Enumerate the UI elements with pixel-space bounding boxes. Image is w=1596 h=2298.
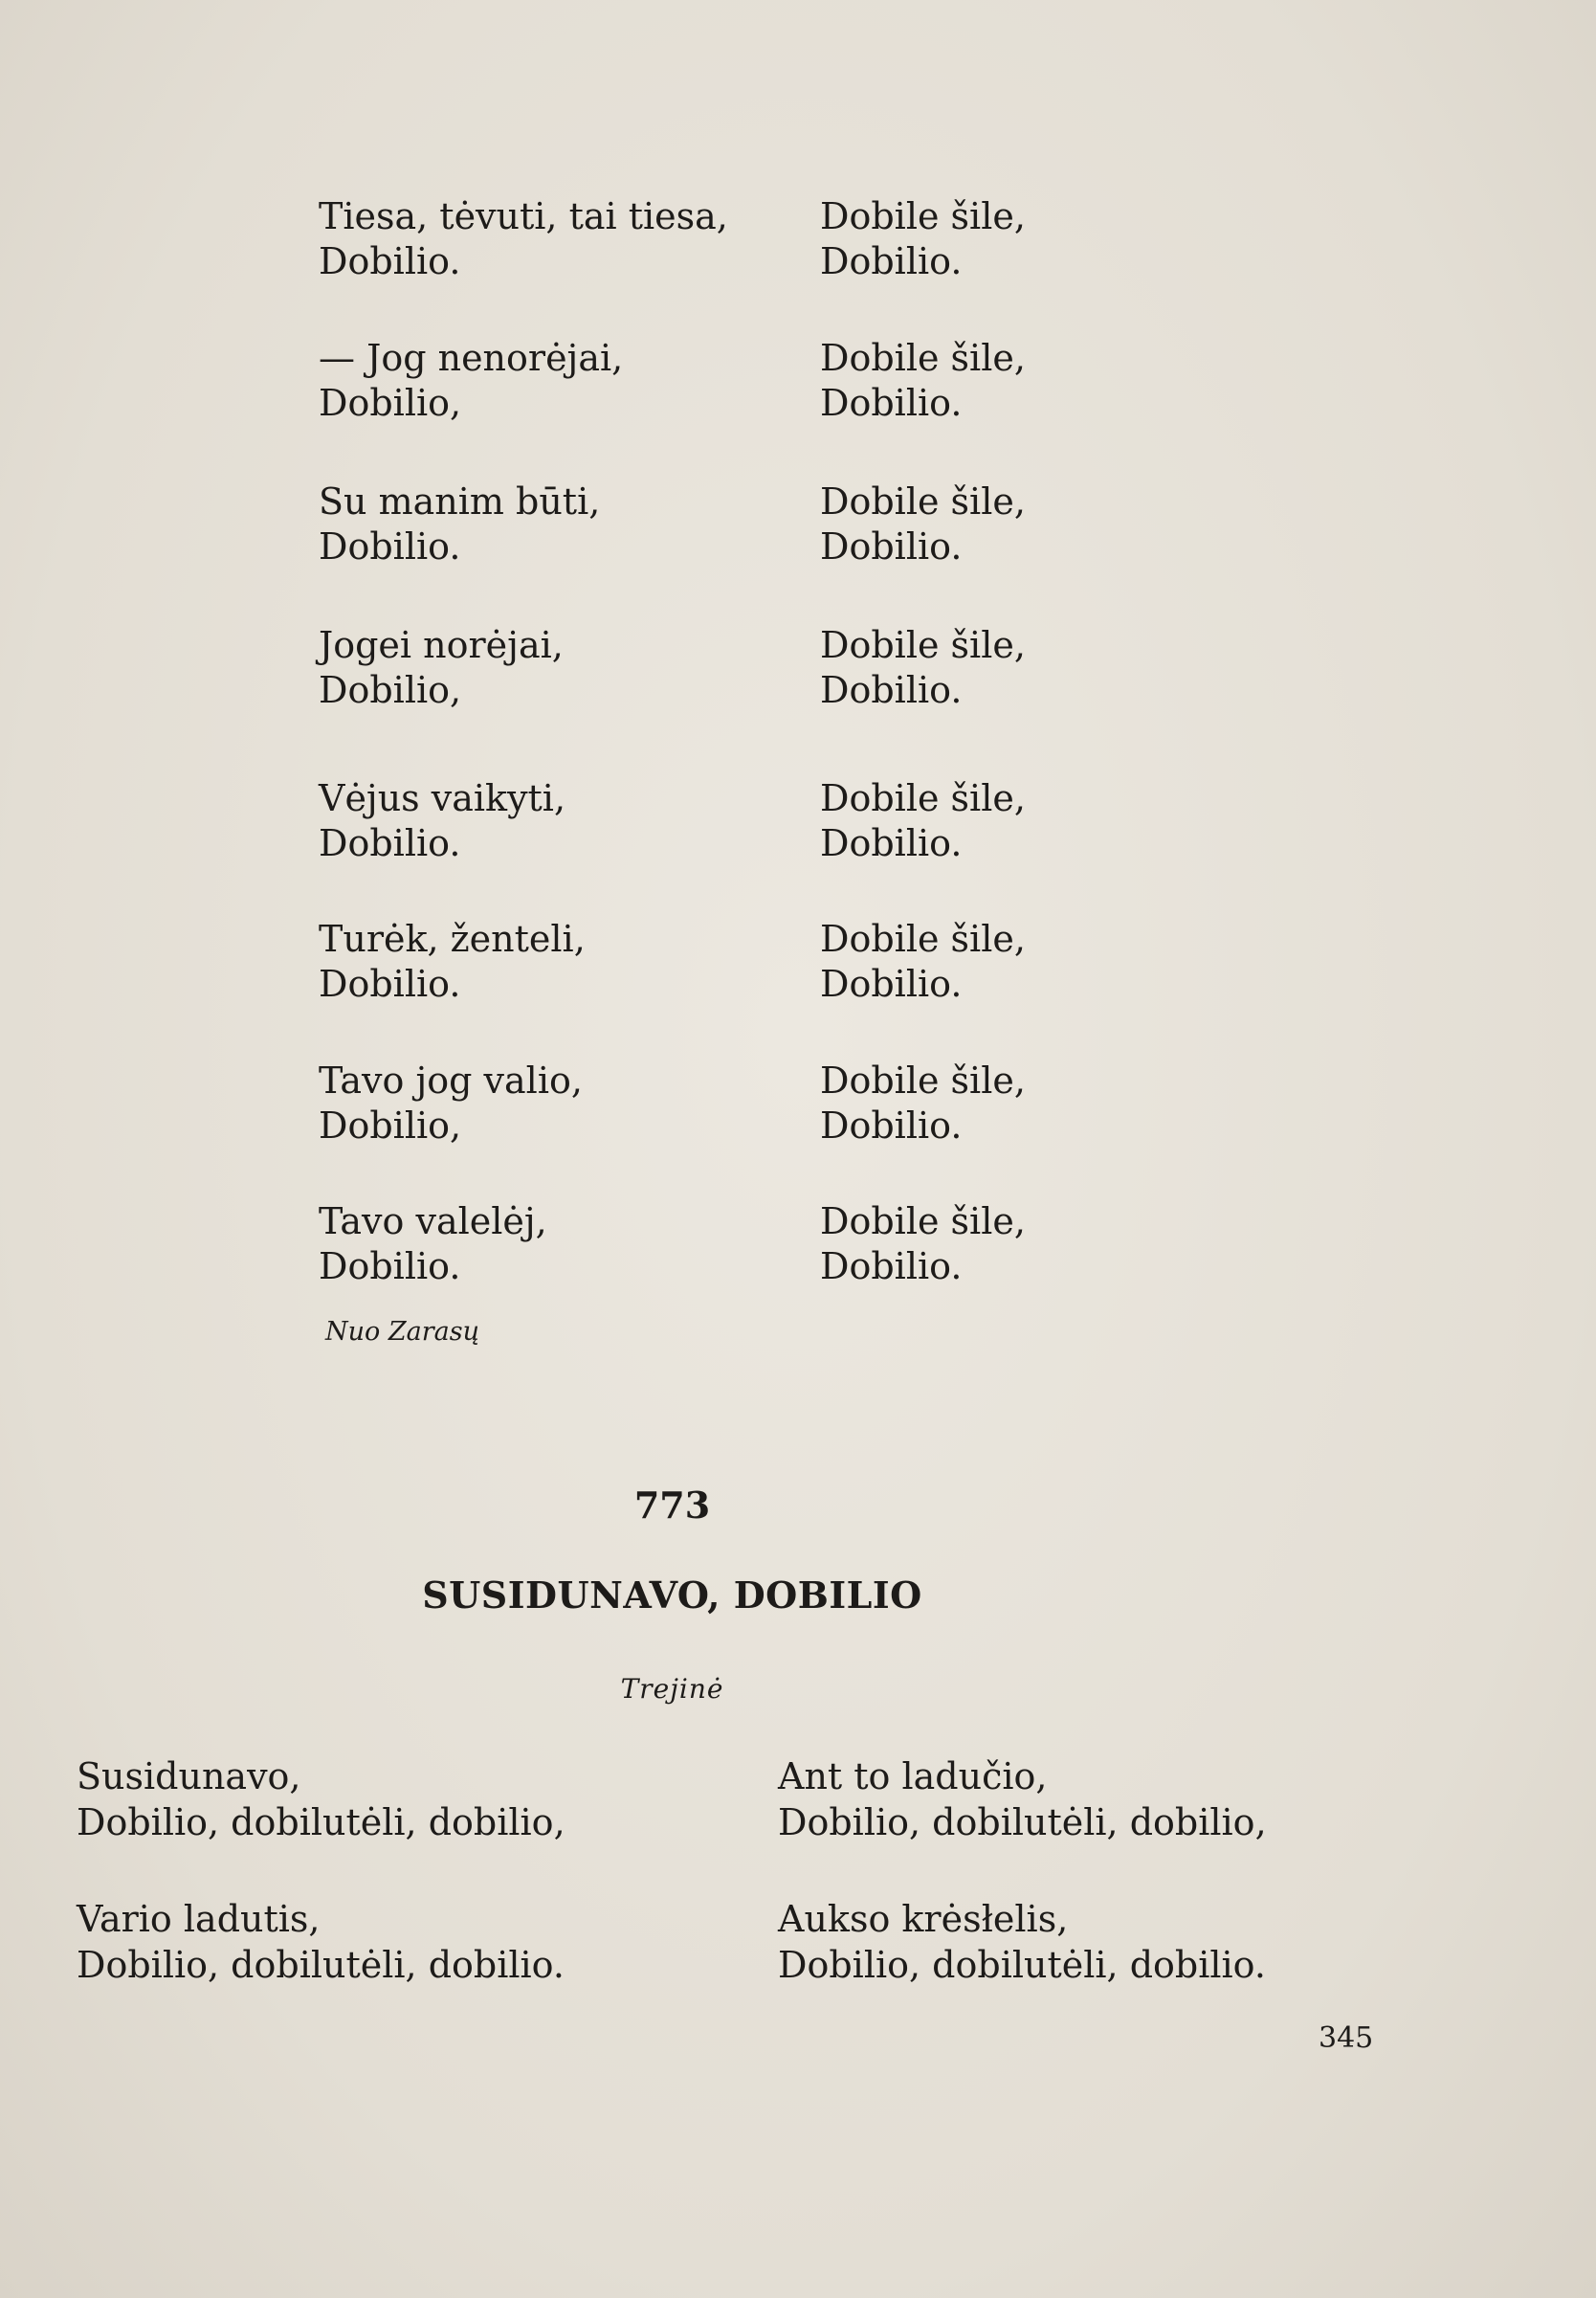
page-number: 345 <box>1319 2021 1374 2055</box>
song-stanza-right-2 <box>778 1896 1266 1988</box>
verse-line: Dobile šile, <box>820 337 1026 379</box>
refrain-line: Dobilio. <box>820 669 963 711</box>
verse-line: Dobile šile, <box>820 1060 1026 1102</box>
refrain-line: Dobilio. <box>820 382 963 424</box>
refrain-line: Dobilio, dobilutėli, dobilio, <box>778 1801 1267 1843</box>
verse-line: Dobile šile, <box>820 480 1026 523</box>
refrain-line: Dobilio, <box>319 382 462 424</box>
song-stanza-right-1 <box>778 1753 1267 1845</box>
stanza-left-6 <box>319 917 586 1007</box>
verse-line: Turėk, ženteli, <box>319 918 586 960</box>
stanza-right-2 <box>820 336 1026 426</box>
refrain-line: Dobilio, dobilutėli, dobilio. <box>77 1944 565 1986</box>
refrain-line: Dobilio. <box>319 963 461 1005</box>
verse-line: Aukso krėsłelis, <box>778 1898 1069 1940</box>
stanza-right-4 <box>820 623 1026 713</box>
verse-line: Su manim būti, <box>319 480 601 523</box>
stanza-right-1 <box>820 194 1026 284</box>
verse-line: Dobile šile, <box>820 195 1026 237</box>
verse-line: Tiesa, tėvuti, tai tiesa, <box>319 195 728 237</box>
verse-line: Dobile šile, <box>820 777 1026 819</box>
stanza-right-7 <box>820 1059 1026 1149</box>
song-subtitle: Trejinė <box>620 1673 724 1705</box>
refrain-line: Dobilio, <box>319 1104 462 1147</box>
verse-line: Vėjus vaikyti, <box>319 777 566 819</box>
refrain-line: Dobilio. <box>820 822 963 864</box>
stanza-left-3 <box>319 480 600 569</box>
refrain-line: Dobilio. <box>319 822 461 864</box>
refrain-line: Dobilio. <box>319 1245 461 1287</box>
stanza-right-8 <box>820 1199 1026 1289</box>
refrain-line: Dobilio. <box>820 1245 963 1287</box>
verse-line: Tavo valelėj, <box>319 1200 547 1242</box>
refrain-line: Dobilio. <box>820 525 963 568</box>
stanza-right-5 <box>820 776 1026 866</box>
verse-line: Ant to ladučio, <box>778 1755 1048 1797</box>
stanza-left-8 <box>319 1199 547 1289</box>
stanza-right-6 <box>820 917 1026 1007</box>
stanza-left-5 <box>319 776 565 866</box>
refrain-line: Dobilio. <box>319 525 461 568</box>
verse-line: — Jog nenorėjai, <box>319 337 624 379</box>
verse-line: Dobile šile, <box>820 918 1026 960</box>
song-title: SUSIDUNAVO, DOBILIO <box>422 1573 922 1617</box>
refrain-line: Dobilio. <box>820 240 963 282</box>
song-stanza-left-1 <box>77 1753 565 1845</box>
verse-line: Vario ladutis, <box>77 1898 321 1940</box>
song-stanza-left-2 <box>77 1896 565 1988</box>
stanza-left-7 <box>319 1059 583 1149</box>
refrain-line: Dobilio, dobilutėli, dobilio, <box>77 1801 565 1843</box>
verse-line: Dobile šile, <box>820 624 1026 666</box>
refrain-line: Dobilio. <box>820 1104 963 1147</box>
refrain-line: Dobilio. <box>820 963 963 1005</box>
verse-line: Dobile šile, <box>820 1200 1026 1242</box>
stanza-left-1 <box>319 194 728 284</box>
refrain-line: Dobilio, dobilutėli, dobilio. <box>778 1944 1266 1986</box>
verse-line: Tavo jog valio, <box>319 1060 583 1102</box>
refrain-line: Dobilio, <box>319 669 462 711</box>
source-note: Nuo Zarasų <box>325 1317 479 1347</box>
stanza-right-3 <box>820 480 1026 569</box>
stanza-left-4 <box>319 623 564 713</box>
stanza-left-2 <box>319 336 623 426</box>
refrain-line: Dobilio. <box>319 240 461 282</box>
verse-line: Jogei norėjai, <box>319 624 564 666</box>
verse-line: Susidunavo, <box>77 1755 301 1797</box>
song-number: 773 <box>633 1484 711 1527</box>
